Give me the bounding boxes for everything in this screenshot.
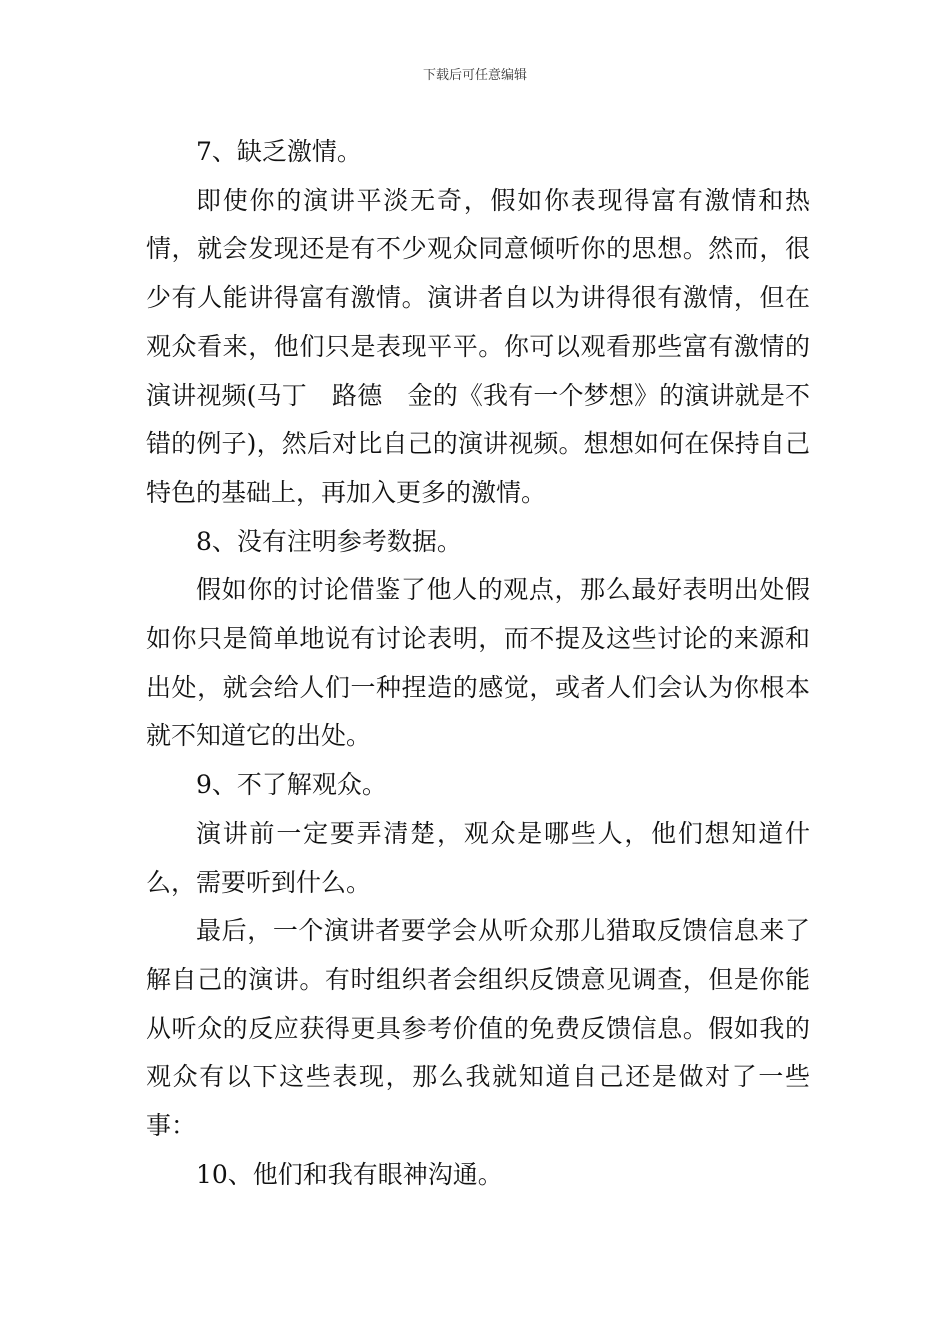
paragraph: 假如你的讨论借鉴了他人的观点，那么最好表明出处假如你只是简单地说有讨论表明，而不提及这些讨论的来源和出处，就会给人们一种捏造的感觉，或者人们会认为你根本就不知道它的出处。	[146, 575, 810, 751]
section-heading-10: 10、他们和我有眼神沟通。	[196, 1159, 503, 1189]
paragraph: 即使你的演讲平淡无奇，假如你表现得富有激情和热情，就会发现还是有不少观众同意倾听你的思想。然而，很少有人能讲得富有激情。演讲者自以为讲得很有激情，但在观众看来，他们只是表现平平。你可以观看那些富有激情的演讲视频(马丁 路德 金的《我有一个梦想》的演讲就是不错的例子)，然后对比自己的演讲视频。想想如何在保持自己特色的基础上，再加入更多的激情。	[146, 185, 810, 507]
section-heading-7: 7、缺乏激情。	[196, 137, 362, 166]
document-body	[146, 128, 810, 1199]
section-heading-9: 9、不了解观众。	[196, 770, 387, 800]
paragraph: 演讲前一定要弄清楚，观众是哪些人，他们想知道什么，需要听到什么。	[146, 818, 810, 897]
page-header-note: 下载后可任意编辑	[422, 68, 527, 83]
section-heading-8: 8、没有注明参考数据。	[196, 526, 462, 556]
paragraph: 最后，一个演讲者要学会从听众那儿猎取反馈信息来了解自己的演讲。有时组织者会组织反馈意见调查，但是你能从听众的反应获得更具参考价值的免费反馈信息。假如我的观众有以下这些表现，那么我就知道自己还是做对了一些事：	[146, 916, 810, 1141]
